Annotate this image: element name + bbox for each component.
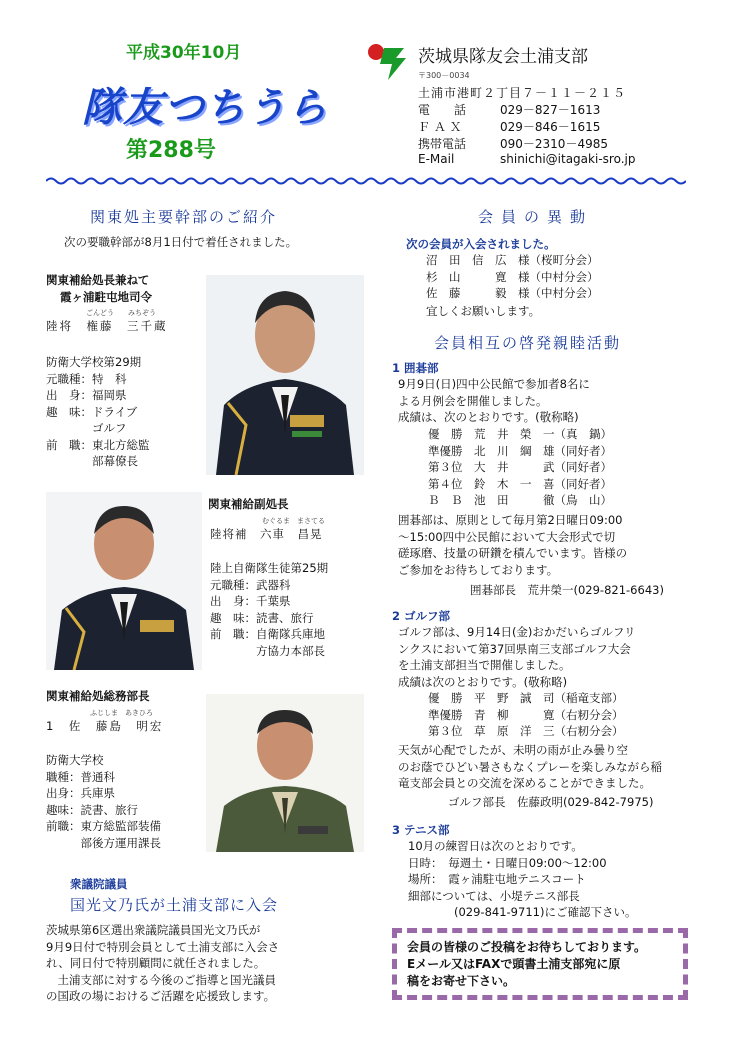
- member-item: 佐 藤 毅 様（中村分会）: [426, 286, 599, 300]
- go-result: 第４位 鈴 木 一 喜（同好者）: [428, 476, 612, 491]
- mobile-row: [418, 135, 608, 152]
- p2-line: 出 身：千葉県: [210, 594, 291, 608]
- tennis-line: 日時： 毎週土・日曜日09:00～12:00: [408, 855, 607, 870]
- p2-line: 方協力本部長: [210, 643, 325, 658]
- go-result: 優 勝 荒 井 榮 一（真 鍋）: [428, 427, 612, 441]
- go-line: よる月例会を開催しました。: [398, 393, 548, 408]
- p2-line: 陸上自衛隊生徒第25期: [210, 561, 329, 575]
- golf-results: [428, 690, 624, 740]
- news-line: れ、同日付で特別顧問に就任されました。: [46, 956, 266, 970]
- fax-value: 029－846－1615: [500, 120, 601, 134]
- go-line: 磋琢磨、技量の研鑽を積んでいます。皆様の: [398, 546, 628, 560]
- golf-contact: ゴルフ部長 佐藤政明(029-842-7975): [448, 795, 654, 809]
- join-heading: 次の会員が入会されました。: [406, 237, 556, 251]
- member-item: 杉 山 寛 様（中村分会）: [426, 269, 599, 284]
- news-line: の国政の場におけるご活躍を応援致します。: [46, 989, 276, 1003]
- p1-name: 陸将 権藤 三千蔵: [46, 319, 168, 333]
- go-line: 成績は、次のとおりです。(敬称略): [398, 410, 579, 424]
- go-body: [398, 376, 590, 426]
- postal-code: 〒300－0034: [418, 71, 470, 80]
- phone-value: 029－827－1613: [500, 103, 601, 117]
- p1-line: 趣 味：ドライブ: [46, 404, 138, 419]
- mobile-label: 携帯電話: [418, 137, 467, 151]
- notice-line: 稿をお寄せ下さい。: [407, 974, 516, 988]
- go-result: 第３位 大 井 武（同好者）: [428, 460, 612, 474]
- p2-profile: [210, 560, 328, 659]
- phone-row: [418, 101, 600, 118]
- golf-result: 優 勝 平 野 誠 司（稲竜支部）: [428, 691, 624, 705]
- p1-line: ゴルフ: [46, 421, 127, 435]
- mobile-value: 090－2310－4985: [500, 137, 608, 151]
- issue-date: 平成30年10月: [126, 43, 242, 63]
- email-value: shinichi@itagaki-sro.jp: [500, 152, 636, 166]
- p3-line: 防衛大学校: [46, 753, 104, 767]
- left-intro: 次の要職幹部が8月1日付で着任されました。: [64, 235, 298, 249]
- p3-line: 職種：普通科: [46, 769, 115, 784]
- golf-line: ゴルフ部は、9月14日(金)おかだいらゴルフリ: [398, 625, 636, 639]
- golf-body2: [398, 742, 662, 792]
- p3-line: 部後方運用課長: [46, 835, 161, 850]
- go-body2: [398, 512, 627, 578]
- tennis-line: 場所： 霞ヶ浦駐屯地テニスコート: [408, 872, 586, 886]
- golf-line: 天気が心配でしたが、未明の雨が止み曇り空: [398, 743, 628, 757]
- email-label: E-Mail: [418, 152, 455, 166]
- issue-number: 第288号: [126, 138, 216, 163]
- golf-line: 成績は次のとおりです。(敬称略): [398, 674, 568, 689]
- p2-portrait-photo: [46, 492, 202, 670]
- tennis-line: 10月の練習日は次のとおりです。: [408, 839, 583, 853]
- p1-line: 防衛大学校第29期: [46, 355, 142, 369]
- p3-name: 1 佐 藤島 明宏: [46, 719, 164, 733]
- p2-line: 前 職：自衛隊兵庫地: [210, 627, 325, 641]
- tennis-body: [408, 838, 636, 921]
- p1-portrait-photo: [206, 275, 364, 475]
- left-section-title: 関東処主要幹部のご紹介: [90, 208, 278, 226]
- p2-line: 趣 味：読書、旅行: [210, 610, 314, 625]
- p3-portrait-photo: [206, 694, 364, 852]
- org-logo-icon: [366, 40, 410, 84]
- p3-line: 前職：東方総監部装備: [46, 819, 161, 833]
- p1-line: 前 職：東北方総監: [46, 437, 150, 452]
- email-row: [418, 152, 635, 166]
- news-line: 茨城県第6区選出衆議院議員国光文乃氏が: [46, 923, 261, 937]
- go-heading: 1 囲碁部: [392, 361, 439, 375]
- notice-line: 会員の皆様のご投稿をお待ちしております。: [407, 940, 647, 954]
- go-contact: 囲碁部長 荒井榮一(029-821-6643): [470, 583, 664, 597]
- go-line: 囲碁部は、原則として毎月第2日曜日09:00: [398, 513, 623, 527]
- golf-result: 準優勝 青 柳 寛（右籾分会）: [428, 707, 624, 722]
- org-name: 茨城県隊友会土浦支部: [418, 47, 588, 67]
- address: 土浦市港町２丁目７－１１－２１５: [418, 86, 627, 100]
- tennis-line: (029-841-9711)にご確認下さい。: [408, 905, 637, 919]
- news-kicker: 衆議院議員: [70, 877, 128, 891]
- p1-line: 出 身：福岡県: [46, 388, 127, 402]
- p3-title1: 関東補給処総務部長: [46, 689, 150, 703]
- golf-result: 第３位 草 原 洋 三（右籾分会）: [428, 724, 624, 738]
- p1-title2: 霞ヶ浦駐屯地司令: [60, 290, 152, 304]
- p1-line: 部幕僚長: [46, 454, 138, 468]
- go-result: Ｂ Ｂ 池 田 徹（鳥 山）: [428, 493, 612, 507]
- go-line: ご参加をお待ちしております。: [398, 562, 559, 577]
- news-title: 国光文乃氏が土浦支部に入会: [70, 896, 279, 914]
- news-line: 9月9日付で特別会員として土浦支部に入会さ: [46, 939, 280, 954]
- p3-profile: [46, 752, 161, 851]
- p2-name: 陸将補 六車 昌晃: [210, 527, 323, 541]
- p3-line: 出身：兵庫県: [46, 786, 115, 800]
- submission-notice-box: [392, 928, 688, 1000]
- golf-body: [398, 624, 635, 690]
- p1-profile: [46, 354, 150, 470]
- news-body: [46, 922, 279, 1005]
- p3-ruby: ふじしま あきひろ: [90, 709, 153, 717]
- go-line: ～15:00四中公民館において大会形式で切: [398, 529, 616, 544]
- activity-title: 会員相互の啓発親睦活動: [434, 334, 622, 352]
- right-section-title: 会員の異動: [478, 208, 594, 226]
- golf-line: 竜支部会員との交流を深めることができました。: [398, 776, 651, 790]
- fax-row: [418, 118, 600, 135]
- golf-line: を土浦支部担当で開催しました。: [398, 658, 571, 672]
- member-list: [426, 252, 599, 302]
- regards: 宜しくお願いします。: [426, 304, 541, 318]
- notice-line: Eメール又はFAXで頭書土浦支部宛に原: [407, 957, 621, 971]
- go-result: 準優勝 北 川 綱 雄（同好者）: [428, 443, 612, 458]
- tennis-heading: 3 テニス部: [392, 823, 450, 837]
- go-line: 9月9日(日)四中公民館で参加者8名に: [398, 377, 590, 391]
- golf-line: のお蔭でひどい暑さもなくプレーを楽しみながら稲: [398, 759, 663, 774]
- p1-title1: 関東補給処長兼ねて: [46, 273, 150, 287]
- newsletter-title: 隊友つちうら: [82, 85, 328, 131]
- go-results: [428, 426, 612, 509]
- p1-ruby: ごんどう みちぞう: [86, 309, 156, 317]
- tennis-line: 細部については、小堤テニス部長: [408, 888, 580, 903]
- golf-heading: 2 ゴルフ部: [392, 609, 451, 623]
- news-line: 土浦支部に対する今後のご指導と国光議員: [46, 972, 276, 987]
- golf-line: ンクスにおいて第37回県南三支部ゴルフ大会: [398, 641, 631, 656]
- fax-label: Ｆ Ａ Ｘ: [418, 120, 462, 134]
- p2-ruby: むぐるま まさてる: [262, 517, 325, 525]
- phone-label: 電 話: [418, 103, 467, 117]
- header-divider: [46, 176, 686, 186]
- p2-title1: 関東補給副処長: [208, 497, 289, 511]
- p3-line: 趣味：読書、旅行: [46, 802, 138, 817]
- p2-line: 元職種：武器科: [210, 577, 291, 592]
- member-item: 沼 田 信 広 様（桜町分会）: [426, 253, 599, 267]
- p1-line: 元職種：特 科: [46, 371, 127, 386]
